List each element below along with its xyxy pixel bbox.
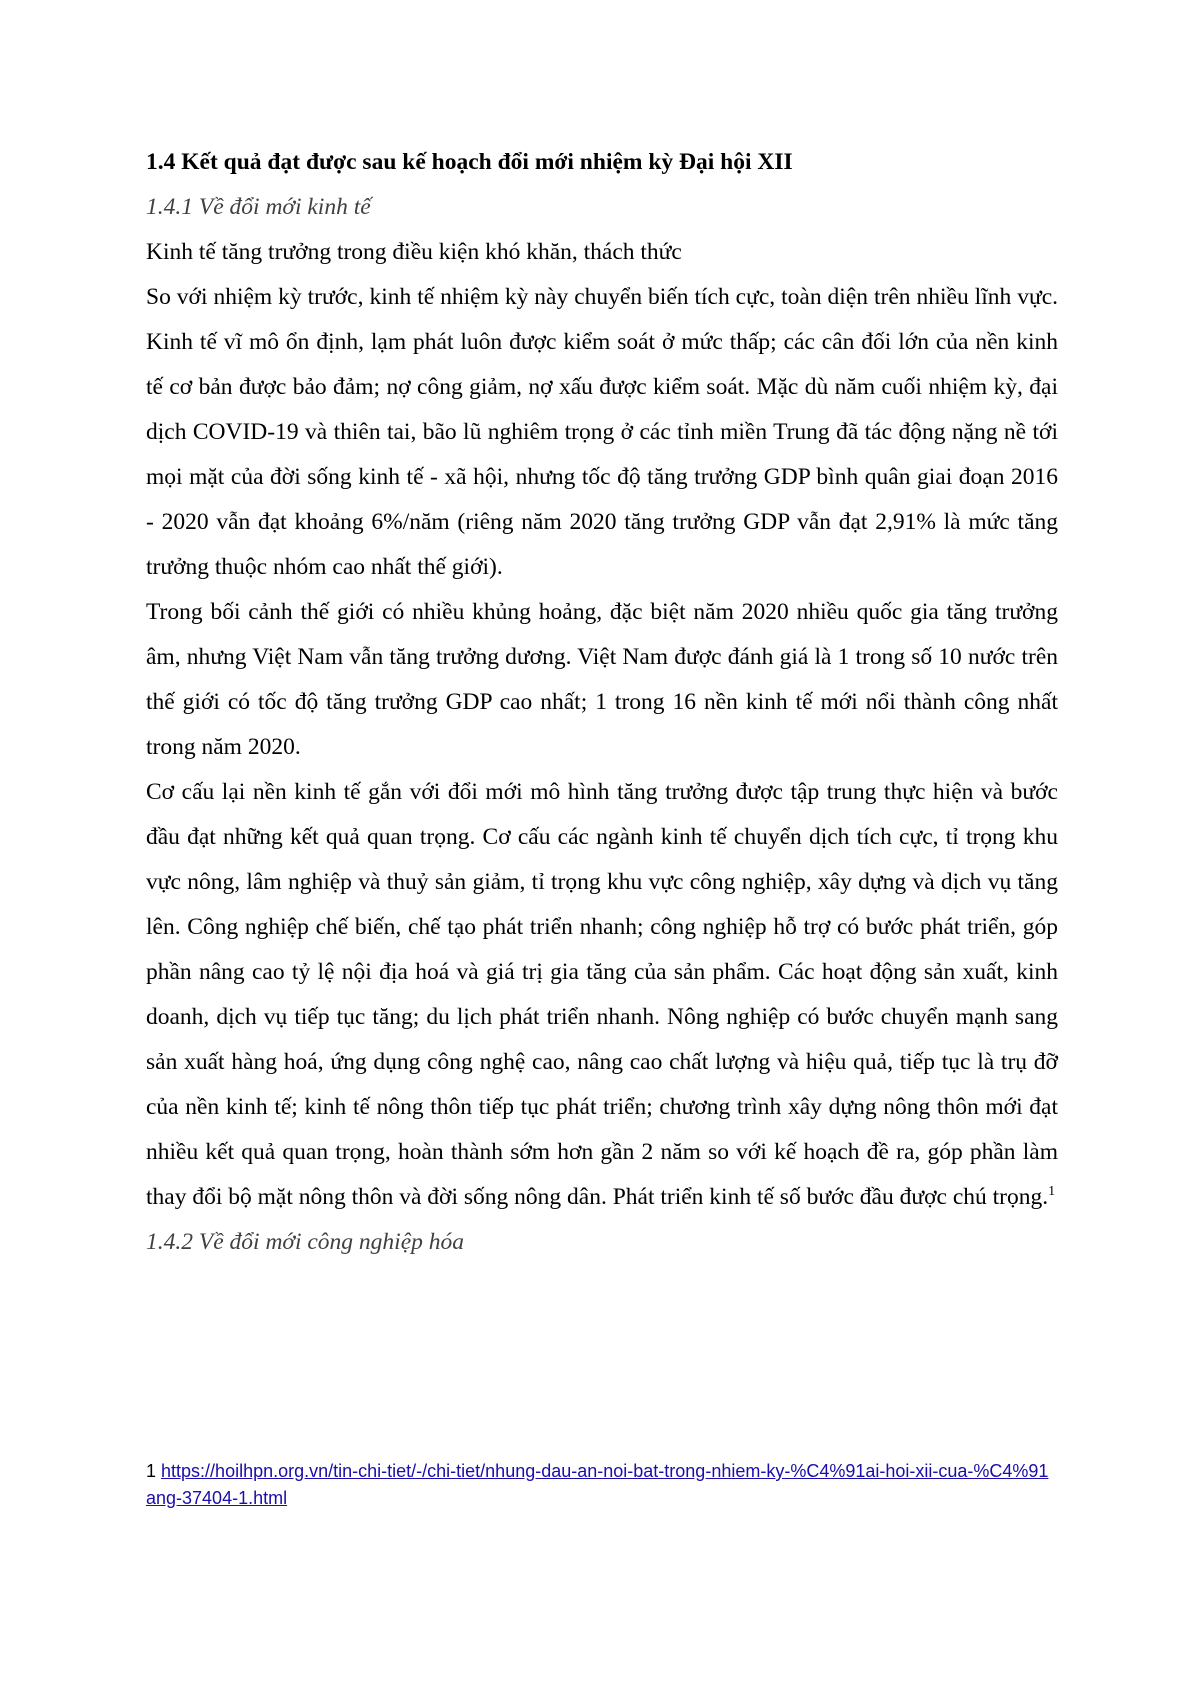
- footnote: [146, 1458, 1058, 1512]
- footnote-number: 1: [146, 1461, 157, 1481]
- paragraph: So với nhiệm kỳ trước, kinh tế nhiệm kỳ này chuyển biến tích cực, toàn diện trên nhiều lĩnh vực. Kinh tế vĩ mô ổn định, lạm phát luôn được kiểm soát ở mức thấp; các cân đối lớn của nền kinh tế cơ bản được bảo đảm; nợ công giảm, nợ xấu được kiểm soát. Mặc dù năm cuối nhiệm kỳ, đại dịch COVID-19 và thiên tai, bão lũ nghiêm trọng ở các tỉnh miền Trung đã tác động nặng nề tới mọi mặt của đời sống kinh tế - xã hội, nhưng tốc độ tăng trưởng GDP bình quân giai đoạn 2016 - 2020 vẫn đạt khoảng 6%/năm (riêng năm 2020 tăng trưởng GDP vẫn đạt 2,91% là mức tăng trưởng thuộc nhóm cao nhất thế giới).: [146, 284, 1058, 580]
- footnote-link[interactable]: https://hoilhpn.org.vn/tin-chi-tiet/-/chi-tiet/nhung-dau-an-noi-bat-trong-nhiem-ky-%C4%91ai-hoi-xii-cua-%C4%91ang-37404-1.html: [146, 1461, 1049, 1508]
- document-body: [146, 140, 1058, 1265]
- subsection-title-industrialization: 1.4.2 Về đổi mới công nghiệp hóa: [146, 1229, 464, 1255]
- lead-sentence: Kinh tế tăng trưởng trong điều kiện khó khăn, thách thức: [146, 239, 682, 265]
- paragraph-text: Cơ cấu lại nền kinh tế gắn với đổi mới mô hình tăng trưởng được tập trung thực hiện và bước đầu đạt những kết quả quan trọng. Cơ cấu các ngành kinh tế chuyển dịch tích cực, tỉ trọng khu vực nông, lâm nghiệp và thuỷ sản giảm, tỉ trọng khu vực công nghiệp, xây dựng và dịch vụ tăng lên. Công nghiệp chế biến, chế tạo phát triển nhanh; công nghiệp hỗ trợ có bước phát triển, góp phần nâng cao tỷ lệ nội địa hoá và giá trị gia tăng của sản phẩm. Các hoạt động sản xuất, kinh doanh, dịch vụ tiếp tục tăng; du lịch phát triển nhanh. Nông nghiệp có bước chuyển mạnh sang sản xuất hàng hoá, ứng dụng công nghệ cao, nâng cao chất lượng và hiệu quả, tiếp tục là trụ đỡ của nền kinh tế; kinh tế nông thôn tiếp tục phát triển; chương trình xây dựng nông thôn mới đạt nhiều kết quả quan trọng, hoàn thành sớm hơn gần 2 năm so với kế hoạch đề ra, góp phần làm thay đổi bộ mặt nông thôn và đời sống nông dân. Phát triển kinh tế số bước đầu được chú trọng.: [146, 779, 1058, 1210]
- footnote-reference[interactable]: 1: [1048, 1184, 1056, 1199]
- paragraph-with-footnote: [146, 770, 1058, 1220]
- section-heading: 1.4 Kết quả đạt được sau kế hoạch đổi mới nhiệm kỳ Đại hội XII: [146, 149, 793, 175]
- subsection-title-economy: 1.4.1 Về đổi mới kinh tế: [146, 194, 371, 220]
- paragraph: Trong bối cảnh thế giới có nhiều khủng hoảng, đặc biệt năm 2020 nhiều quốc gia tăng trưởng âm, nhưng Việt Nam vẫn tăng trưởng dương. Việt Nam được đánh giá là 1 trong số 10 nước trên thế giới có tốc độ tăng trưởng GDP cao nhất; 1 trong 16 nền kinh tế mới nổi thành công nhất trong năm 2020.: [146, 599, 1058, 760]
